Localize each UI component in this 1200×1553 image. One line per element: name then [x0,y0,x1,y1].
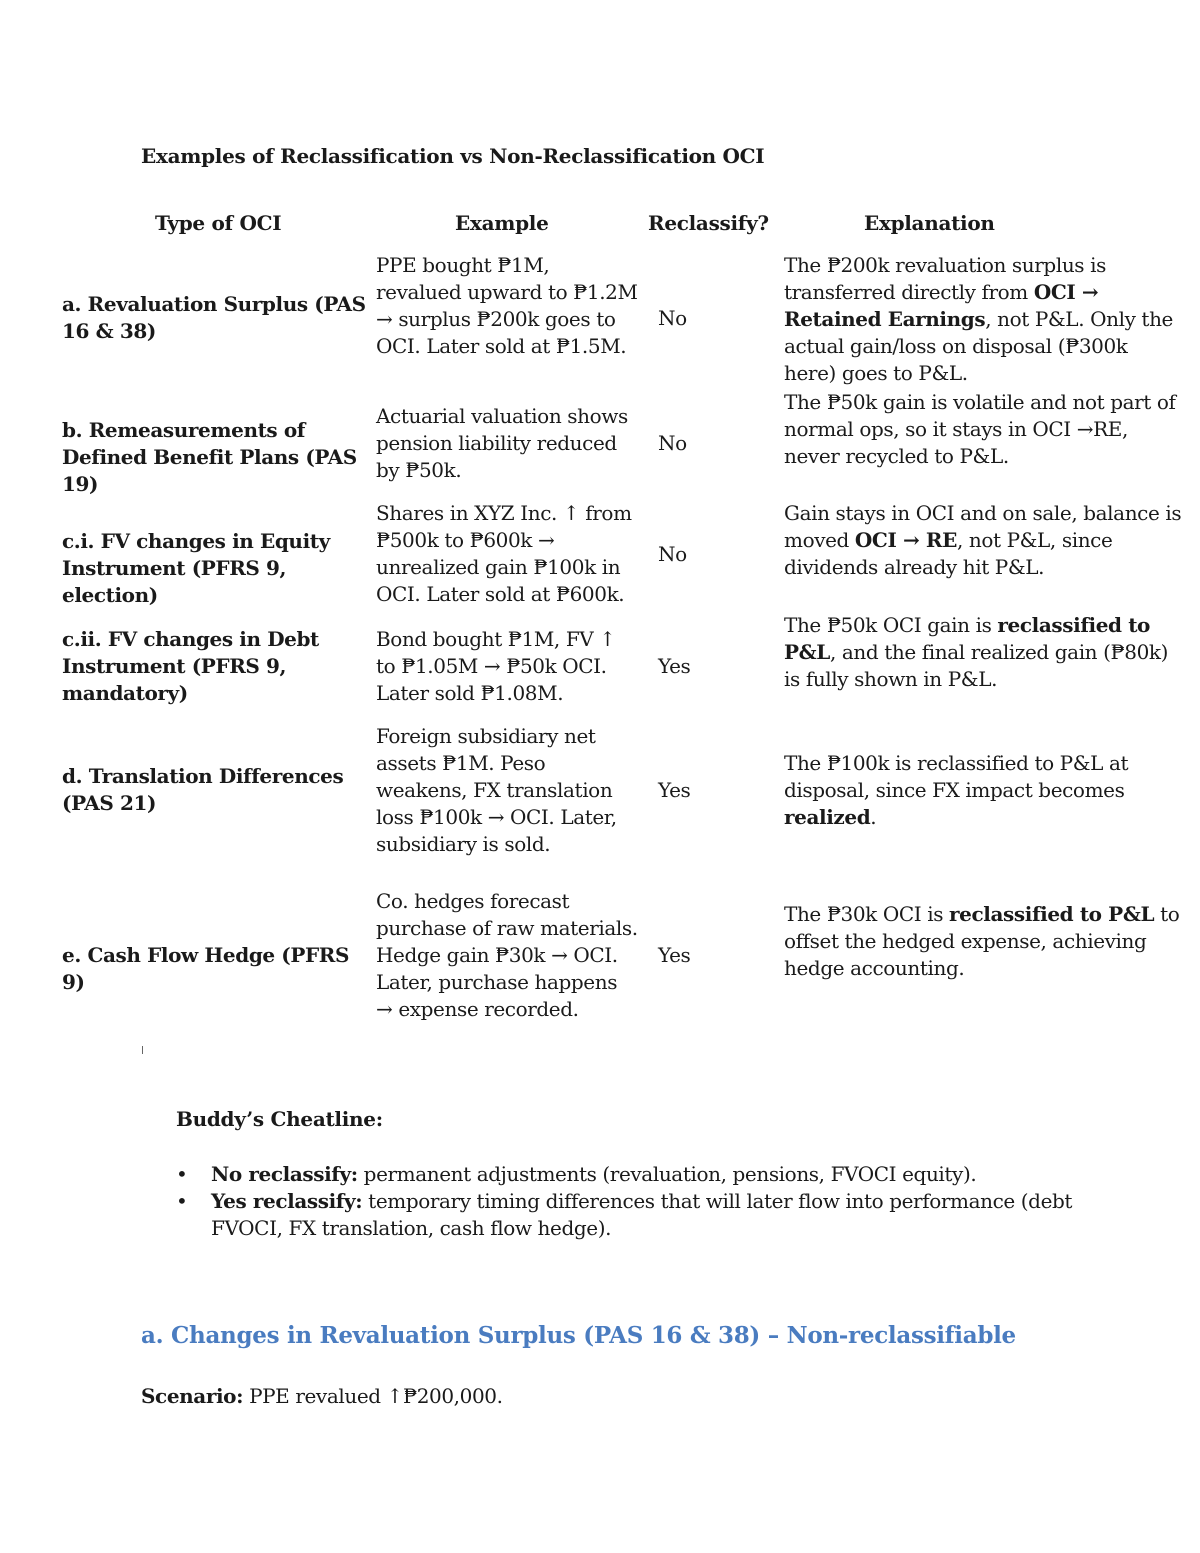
row-d-example: Foreign subsidiary net assets ₱1M. Peso weakens, FX translation loss ₱100k → OCI. Later, subsidiary is sold. [376,724,617,856]
row-ci-type: c.i. FV changes in Equity Instrument (PFRS 9, election) [62,529,330,607]
header-type-of-oci: Type of OCI [155,211,282,235]
row-ci-reclassify: No [658,542,687,566]
row-d-type: d. Translation Differences (PAS 21) [62,764,344,815]
row-b-explanation: The ₱50k gain is volatile and not part of normal ops, so it stays in OCI →RE, never recycled to P&L. [784,390,1176,468]
scenario-line: Scenario: PPE revalued ↑₱200,000. [141,1384,503,1408]
row-cii-type: c.ii. FV changes in Debt Instrument (PFRS 9, mandatory) [62,627,319,705]
row-cii-explanation: The ₱50k OCI gain is reclassified to P&L, and the final realized gain (₱80k) is fully shown in P&L. [784,613,1169,691]
row-cii-reclassify: Yes [658,654,691,678]
row-a-type: a. Revaluation Surplus (PAS 16 & 38) [62,292,366,343]
row-cii-example: Bond bought ₱1M, FV ↑ to ₱1.05M → ₱50k OCI. Later sold ₱1.08M. [376,627,616,705]
cheatline-list [176,1161,1076,1242]
cheatline-title: Buddy’s Cheatline: [176,1107,383,1131]
document-title: Examples of Reclassification vs Non-Reclassification OCI [141,144,765,168]
row-e-example: Co. hedges forecast purchase of raw materials. Hedge gain ₱30k → OCI. Later, purchase happens → expense recorded. [376,889,638,1021]
header-explanation: Explanation [864,211,995,235]
row-ci-explanation: Gain stays in OCI and on sale, balance is moved OCI → RE, not P&L, since dividends already hit P&L. [784,501,1182,579]
row-ci-example: Shares in XYZ Inc. ↑ from ₱500k to ₱600k → unrealized gain ₱100k in OCI. Later sold at ₱600k. [376,501,632,606]
row-a-explanation: The ₱200k revaluation surplus is transferred directly from OCI → Retained Earnings, not P&L. Only the actual gain/loss on disposal (₱300k here) goes to P&L. [784,253,1173,385]
row-d-explanation: The ₱100k is reclassified to P&L at disposal, since FX impact becomes realized. [784,751,1129,829]
row-d-reclassify: Yes [658,778,691,802]
row-b-example: Actuarial valuation shows pension liability reduced by ₱50k. [376,404,628,482]
bullet-icon: • [176,1162,188,1186]
header-reclassify: Reclassify? [648,211,769,235]
list-item: • No reclassify: permanent adjustments (revaluation, pensions, FVOCI equity). [176,1162,977,1186]
section-heading: a. Changes in Revaluation Surplus (PAS 16 & 38) – Non-reclassifiable [141,1322,1016,1349]
row-e-reclassify: Yes [658,943,691,967]
row-e-type: e. Cash Flow Hedge (PFRS 9) [62,943,350,994]
row-a-example: PPE bought ₱1M, revalued upward to ₱1.2M → surplus ₱200k goes to OCI. Later sold at ₱1.5M. [376,253,638,358]
header-example: Example [455,211,549,235]
row-b-reclassify: No [658,431,687,455]
row-e-explanation: The ₱30k OCI is reclassified to P&L to offset the hedged expense, achieving hedge accounting. [784,902,1180,980]
row-b-type: b. Remeasurements of Defined Benefit Plans (PAS 19) [62,418,357,496]
paragraph-mark [142,1046,143,1054]
row-a-reclassify: No [658,306,687,330]
bullet-icon: • [176,1189,188,1213]
list-item: • Yes reclassify: temporary timing differences that will later flow into performance (debt FVOCI, FX translation, cash flow hedge). [176,1189,1073,1240]
